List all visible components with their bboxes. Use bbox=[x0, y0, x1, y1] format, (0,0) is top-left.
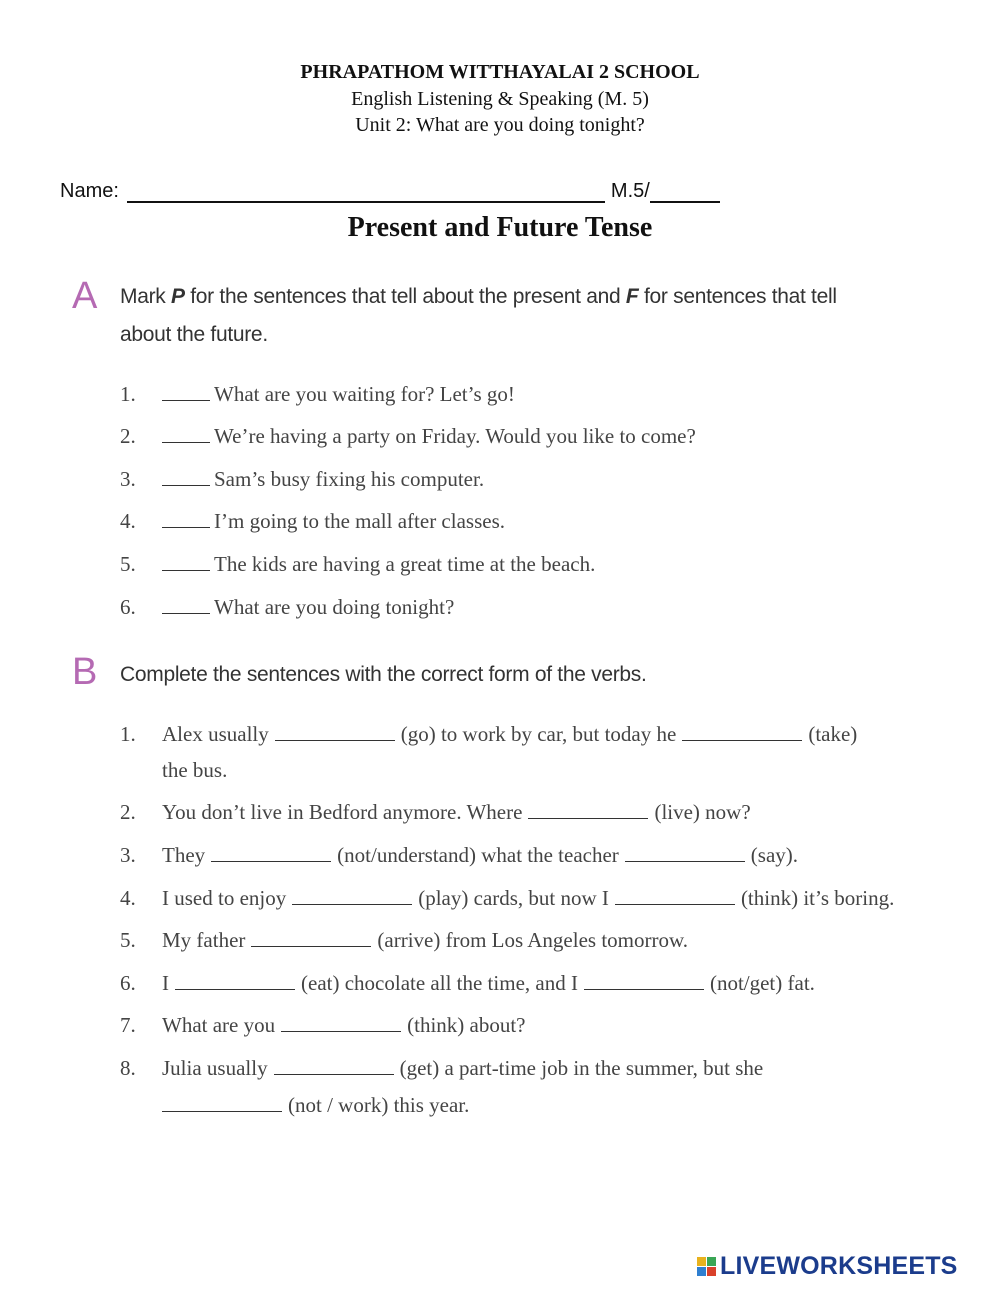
answer-blank[interactable] bbox=[625, 839, 745, 862]
answer-blank[interactable] bbox=[211, 839, 331, 862]
liveworksheets-brand: LIVEWORKSHEETS bbox=[720, 1252, 958, 1280]
section-b-item-continuation: the bus. bbox=[162, 758, 228, 782]
section-b-item: 7. What are you (think) about? bbox=[120, 1007, 526, 1043]
answer-blank[interactable] bbox=[162, 1089, 282, 1112]
answer-blank[interactable] bbox=[162, 505, 210, 528]
logo-square bbox=[707, 1257, 716, 1266]
section-b-item: 4. I used to enjoy (play) cards, but now I (think) it’s boring. bbox=[120, 880, 894, 916]
answer-blank[interactable] bbox=[584, 967, 704, 990]
section-a-item: 1. What are you waiting for? Let’s go! bbox=[120, 376, 515, 412]
answer-blank[interactable] bbox=[292, 882, 412, 905]
course-title: English Listening & Speaking (M. 5) bbox=[351, 88, 649, 110]
unit-title: Unit 2: What are you doing tonight? bbox=[355, 114, 645, 136]
liveworksheets-icon bbox=[697, 1257, 716, 1276]
section-b-item-continuation: (not / work) this year. bbox=[162, 1087, 469, 1123]
section-b-item: 2. You don’t live in Bedford anymore. Where (live) now? bbox=[120, 794, 751, 830]
class-label: M.5/ bbox=[610, 180, 650, 202]
section-a-letter: A bbox=[72, 275, 98, 317]
section-a-item: 2. We’re having a party on Friday. Would you like to come? bbox=[120, 418, 696, 454]
name-line bbox=[60, 180, 720, 203]
name-label: Name: bbox=[60, 180, 119, 202]
answer-blank[interactable] bbox=[615, 882, 735, 905]
logo-square bbox=[697, 1267, 706, 1276]
answer-blank[interactable] bbox=[528, 796, 648, 819]
section-b-item: 6. I (eat) chocolate all the time, and I (not/get) fat. bbox=[120, 965, 815, 1001]
section-b-item: 3. They (not/understand) what the teacher (say). bbox=[120, 837, 798, 873]
class-field[interactable] bbox=[650, 181, 720, 203]
section-b-item: 1. Alex usually (go) to work by car, but today he (take) bbox=[120, 716, 857, 752]
answer-blank[interactable] bbox=[175, 967, 295, 990]
answer-blank[interactable] bbox=[274, 1052, 394, 1075]
section-b-letter: B bbox=[72, 651, 98, 693]
logo-square bbox=[707, 1267, 716, 1276]
section-b-item: 5. My father (arrive) from Los Angeles tomorrow. bbox=[120, 922, 688, 958]
section-a-item: 6. What are you doing tonight? bbox=[120, 589, 454, 625]
answer-blank[interactable] bbox=[162, 420, 210, 443]
answer-blank[interactable] bbox=[162, 591, 210, 614]
answer-blank[interactable] bbox=[251, 924, 371, 947]
answer-blank[interactable] bbox=[275, 718, 395, 741]
section-a-item: 4. I’m going to the mall after classes. bbox=[120, 503, 505, 539]
page-title: Present and Future Tense bbox=[347, 212, 653, 243]
section-b-instruction: Complete the sentences with the correct form of the verbs. bbox=[120, 663, 647, 686]
section-a-item: 5. The kids are having a great time at the beach. bbox=[120, 546, 595, 582]
answer-blank[interactable] bbox=[162, 548, 210, 571]
answer-blank[interactable] bbox=[281, 1009, 401, 1032]
liveworksheets-logo bbox=[697, 1252, 958, 1281]
answer-blank[interactable] bbox=[162, 463, 210, 486]
section-b-item: 8. Julia usually (get) a part-time job in the summer, but she bbox=[120, 1050, 763, 1086]
section-a-instruction: Mark P for the sentences that tell about the present and F for sentences that tell about the future. bbox=[120, 285, 837, 346]
logo-square bbox=[697, 1257, 706, 1266]
answer-blank[interactable] bbox=[682, 718, 802, 741]
school-name: PHRAPATHOM WITTHAYALAI 2 SCHOOL bbox=[300, 61, 700, 83]
section-a-item: 3. Sam’s busy fixing his computer. bbox=[120, 461, 484, 497]
answer-blank[interactable] bbox=[162, 378, 210, 401]
name-field[interactable] bbox=[127, 181, 605, 203]
